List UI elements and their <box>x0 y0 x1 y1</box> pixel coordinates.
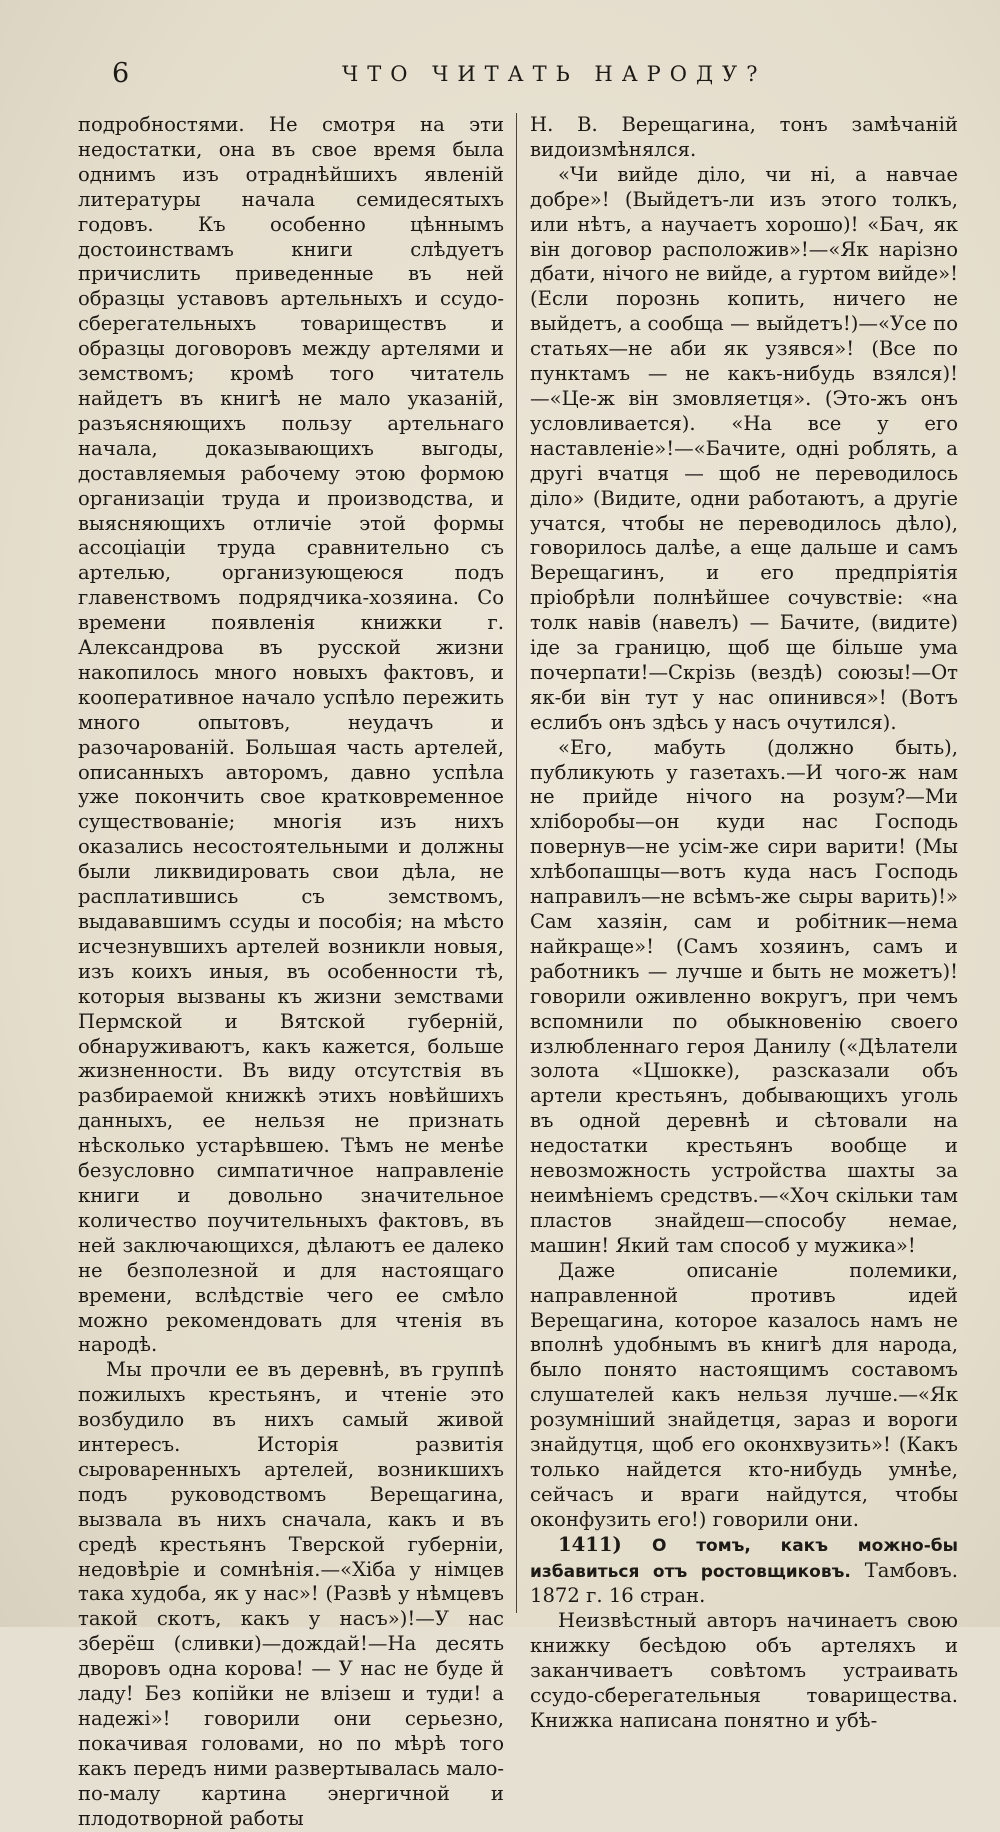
running-title: ЧТО ЧИТАТЬ НАРОДУ? <box>342 62 767 86</box>
left-column <box>78 113 504 1832</box>
column-divider <box>516 113 517 1613</box>
right-paragraph-2: «Чи вийде діло, чи ні, а навчае добре»! (Выйдетъ-ли изъ этого толкъ, или нѣтъ, а научаетъ хорошо)! «Бач, як він договор расположив»!—«Як нарізно дбати, нічого не вийде, а гуртом вийде»! (Если порознь копить, ничего не выйдетъ, а сообща — выйдетъ!)—«Усе по статьях—не аби як узявся»! (Все по пунктамъ — не какъ-нибудь взялся)!—«Це-ж він змовляетця». (Это-жъ онъ условливается). «На все у его наставленіе»!—«Бачите, одні роблять, а другі вчатця — щоб не переводилось діло» (Видите, одни работаютъ, а другіе учатся, чтобы не переводилось дѣло), говорилось далѣе, а еще дальше и самъ Верещагинъ, и его предпріятія пріобрѣли полнѣйшее сочувствіе: «на толк навів (навелъ) — Бачите, (видите) іде за границю, щоб ще більше ума почерпати!—Скрізь (вездѣ) союзы!—От як-би він тут у нас опинився»! (Вотъ еслибъ онъ здѣсь у насъ очутился). <box>530 162 958 734</box>
page-number: 6 <box>112 58 131 89</box>
page-header <box>0 52 1000 92</box>
entry-title: О томъ, какъ можно-бы избавиться отъ ростовщиковъ. <box>530 1535 959 1582</box>
left-paragraph-2: Мы прочли ее въ деревнѣ, въ группѣ пожилыхъ крестьянъ, и чтеніе это возбудило въ нихъ самый живой интересъ. Исторія развитія сыроваренныхъ артелей, возникшихъ подъ руководствомъ Верещагина, вызвала въ нихъ сначала, какъ и въ средѣ крестьянъ Тверской губерніи, недовѣріе и сомнѣнія.—«Хіба у німцев така худоба, як у нас»! (Развѣ у нѣмцевъ такой скотъ, какъ у насъ»)!—У нас зберёш (сливки)—дождай!—На десять дворовъ одна корова! — У нас не буде й ладу! Без копійки не влізеш и туди! а надежі»! говорили они серьезно, покачивая головами, но по мѣрѣ того какъ передъ ними развертывалась мало-по-малу картина энергичной и плодотворной работы <box>78 1358 504 1830</box>
right-paragraph-3: «Его, мабуть (должно быть), публикують у газетахъ.—И чого-ж нам не прийде нічого на розум?—Ми хліборобы—он куди нас Господь повернув—не усім-же сири варити! (Мы хлѣбопашцы—вотъ куда насъ Господь направилъ—не всѣмъ-же сыры варить)!» Сам хазяін, сам и робітник—нема найкраще»! (Самъ хозяинъ, самъ и работникъ — лучше и быть не можетъ)! говорили оживленно вокругъ, при чемъ вспомнили по обыкновенію своего излюбленнаго героя Данилу («Дѣлатели золота «Цшокке), разсказали объ артели крестьянъ, добывающихъ уголь въ одной деревнѣ и сѣтовали на недостатки крестьянъ вообще и невозможность устройства шахты за неимѣніемъ средствъ.—«Хоч скільки там пластов знайдеш—способу немае, машин! Який там способ у мужика»! <box>530 735 958 1257</box>
entry-number: 1411) <box>558 1532 622 1556</box>
right-paragraph-4: Даже описаніе полемики, направленной противъ идей Верещагина, которое казалось намъ не вполнѣ удобнымъ въ книгѣ для народа, было понято настоящимъ составомъ слушателей какъ нельзя лучше.—«Як розумніший знайдетця, зараз и вороги знайдутця, щоб его оконхвузить»! (Какъ только найдется кто-нибудь умнѣе, сейчасъ и враги найдутся, чтобы оконфузить его!) говорили они. <box>530 1258 958 1531</box>
right-paragraph-5: Неизвѣстный авторъ начинаетъ свою книжку бесѣдою объ артеляхъ и заканчиваетъ совѣтомъ устраивать ссудо-сберегательныя товарищества. Книжка написана понятно и убѣ- <box>530 1609 958 1732</box>
left-paragraph-1: подробностями. Не смотря на эти недостатки, она въ свое время была однимъ изъ отраднѣйшихъ явленій литературы начала семидесятыхъ годовъ. Къ особенно цѣннымъ достоинствамъ книги слѣдуетъ причислить приведенные въ ней образцы уставовъ артельныхъ и ссудо-сберегательныхъ товариществъ и образцы договоровъ между артелями и земствомъ; кромѣ того читатель найдетъ въ книгѣ не мало указаній, разъясняющихъ пользу артельнаго начала, доказывающихъ выгоды, доставляемыя рабочему этою формою организаціи труда и производства, и выясняющихъ отличіе этой формы ассоціаціи труда сравнительно съ артелью, организующеюся подъ главенствомъ подрядчика-хозяина. Со времени появленія книжки г. Александрова въ русской жизни накопилось много новыхъ фактовъ, и кооперативное начало успѣло пережить много опытовъ, неудачъ и разочарованій. Большая часть артелей, описанныхъ авторомъ, давно успѣла уже покончить свое кратковременное существованіе; многія изъ нихъ оказались несостоятельными и должны были ликвидировать свои дѣла, не расплатившись съ земствомъ, выдававшимъ ссуды и пособія; на мѣсто исчезнувшихъ артелей возникли новыя, изъ коихъ иныя, въ особенности тѣ, которыя вызваны къ жизни земствами Пермской и Вятской губерній, обнаруживаютъ, какъ кажется, больше жизненности. Въ виду отсутствія въ разбираемой книжкѣ этихъ новѣйшихъ данныхъ, ее нельзя не признать нѣсколько устарѣвшею. Тѣмъ не менѣе безусловно симпатичное направленіе книги и довольно значительное количество поучительныхъ фактовъ, въ ней заключающихся, дѣлаютъ ее далеко не безполезной и для настоящаго времени, вслѣдствіе чего ее смѣло можно рекомендовать для чтенія въ народѣ. <box>78 113 504 1357</box>
entry-place: Тамбовъ. 1872 г. 16 стран. <box>530 1558 958 1608</box>
bibliography-entry <box>530 1533 958 1610</box>
right-paragraph-1: Н. В. Верещагина, тонъ замѣчаній видоизмѣнялся. <box>530 113 958 161</box>
right-column <box>530 113 958 1734</box>
